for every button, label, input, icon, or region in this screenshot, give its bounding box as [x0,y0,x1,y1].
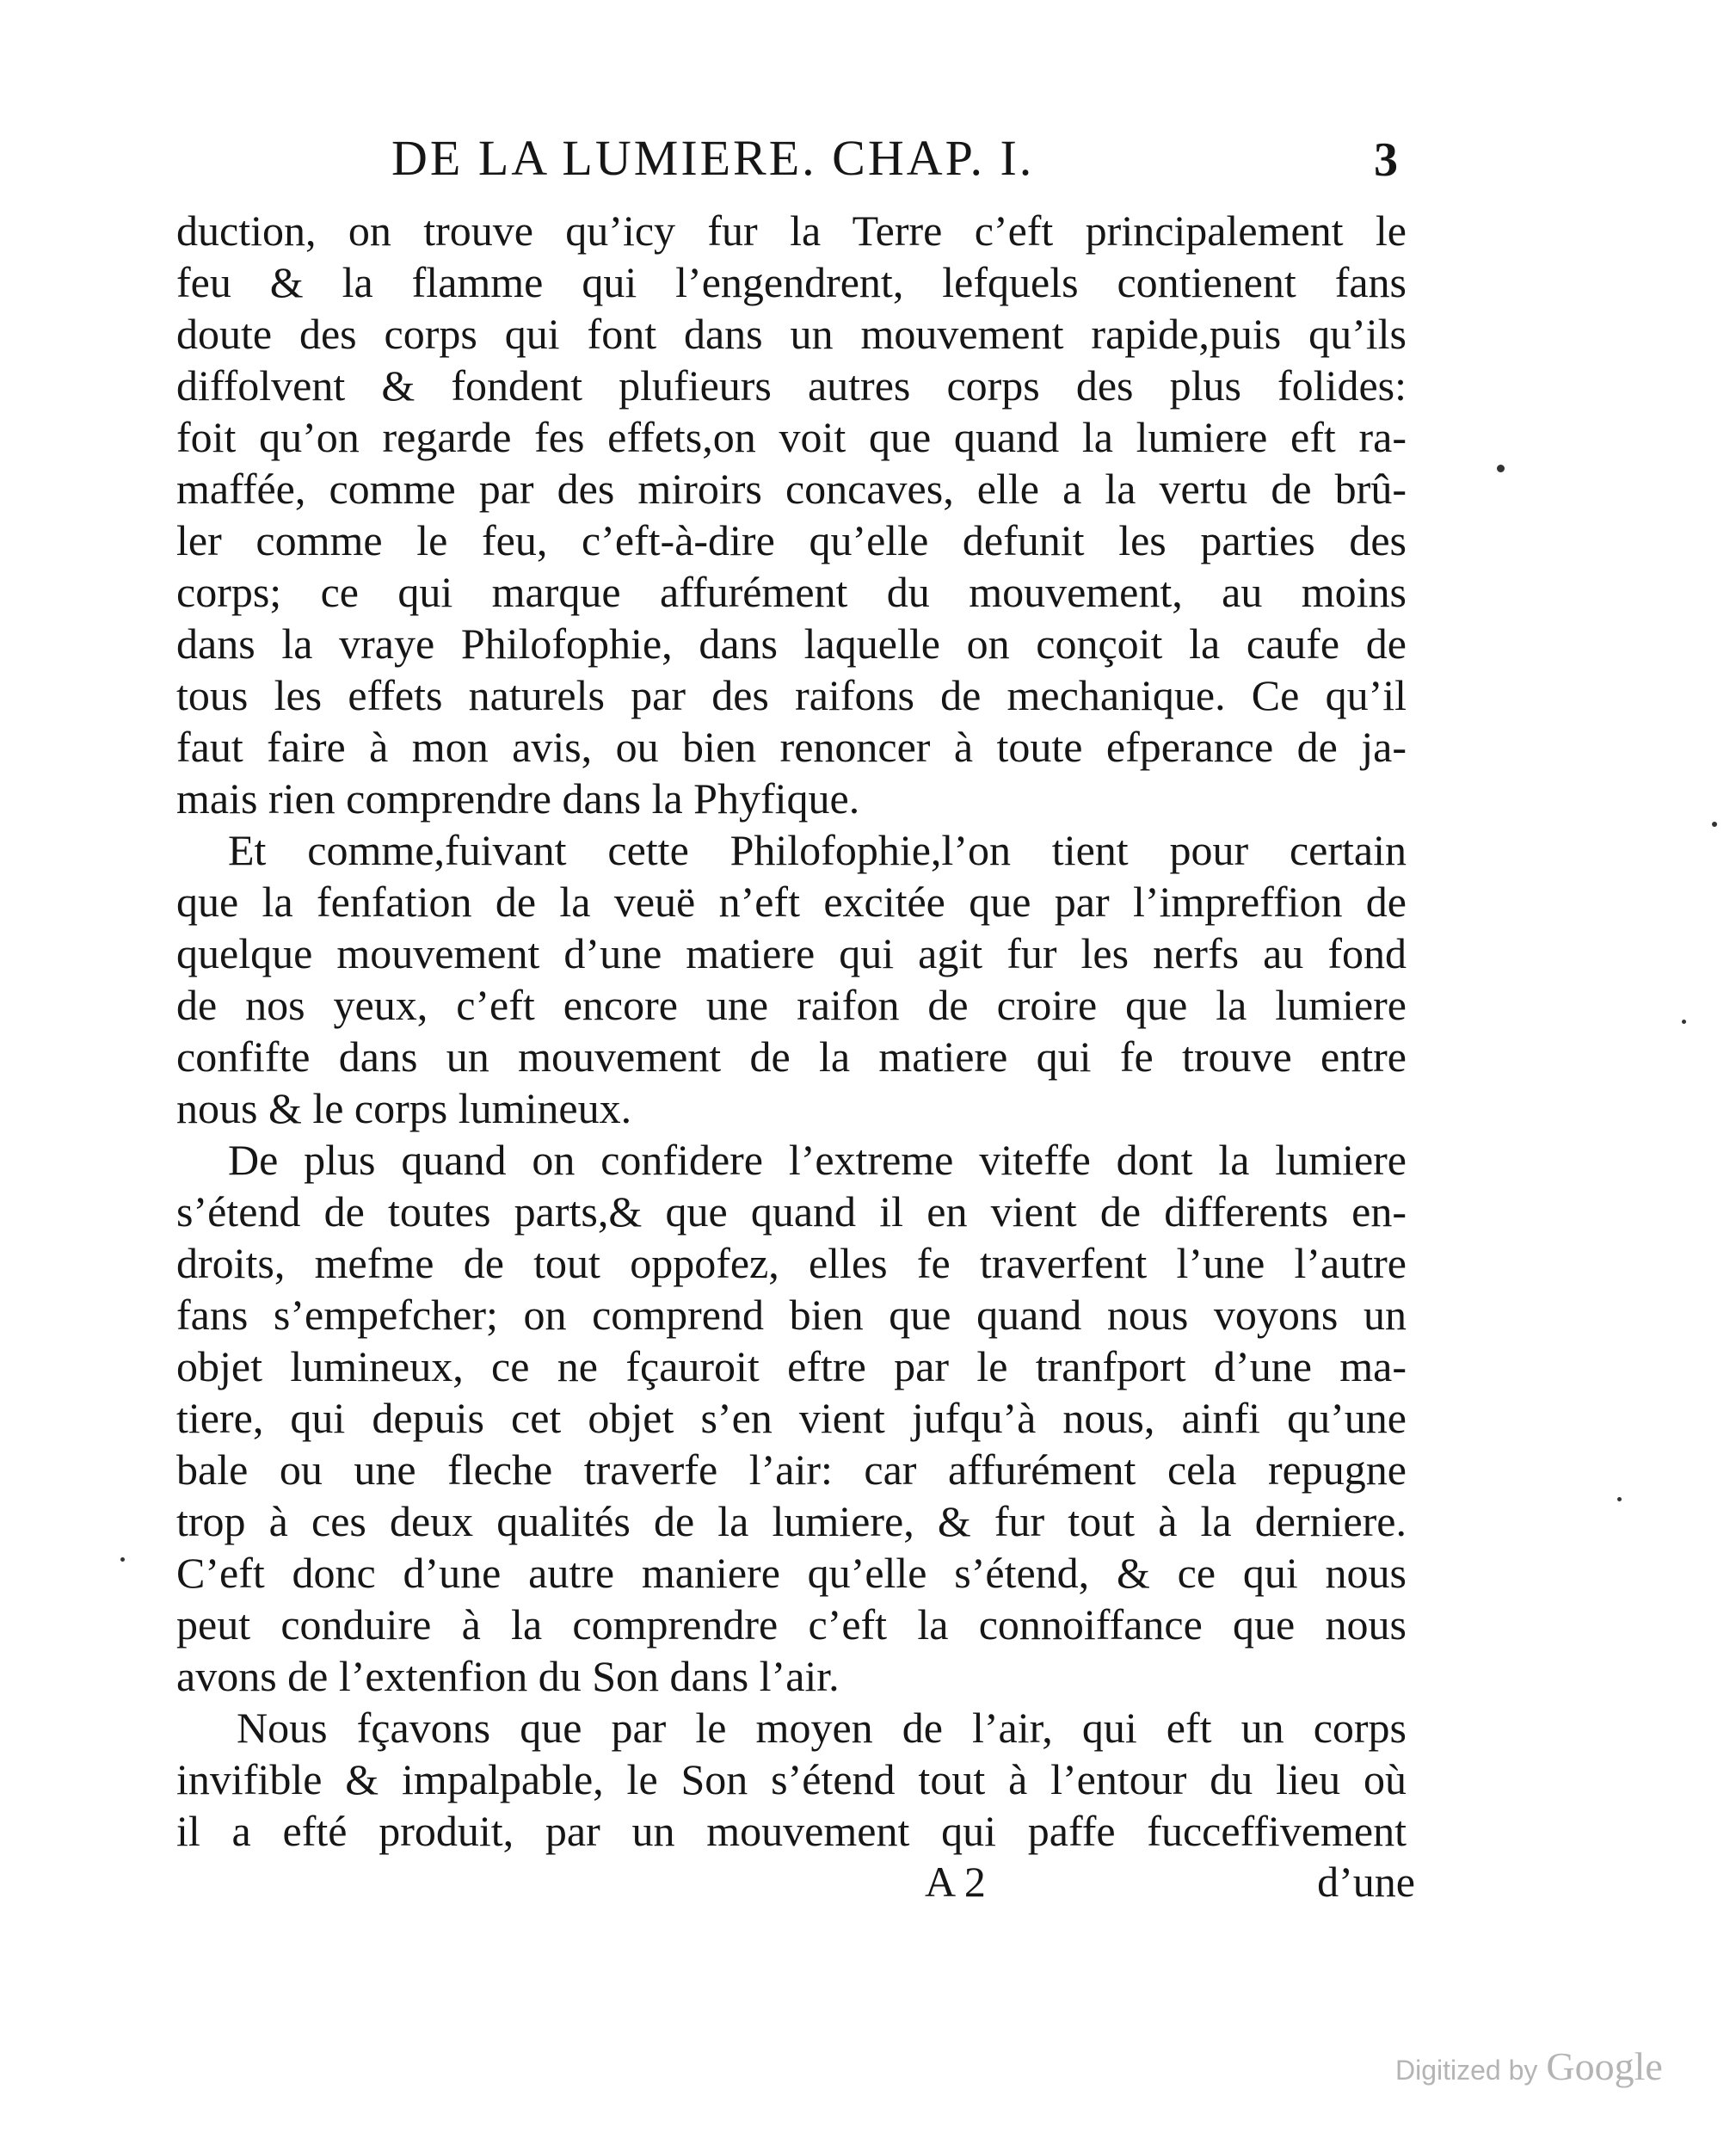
page-footer [176,1857,1415,1917]
text-line: C’eft donc d’une autre maniere qu’elle s’étend, & ce qui nous [176,1549,1407,1597]
page-header [176,129,1415,206]
text-line: foit qu’on regarde fes effets,on voit que quand la lumiere eft ra- [176,413,1407,461]
signature-mark: A 2 [925,1858,986,1906]
watermark-prefix: Digitized by [1395,2055,1538,2086]
text-line: Et comme,fuivant cette Philofophie,l’on tient pour certain [228,826,1407,874]
text-line: corps; ce qui marque affurément du mouvement, au moins [176,568,1407,616]
text-line: nous & le corps lumineux. [176,1084,632,1132]
scan-speck [1617,1497,1622,1501]
text-line: s’étend de toutes parts,& que quand il en vient de differents en- [176,1187,1407,1236]
text-line: doute des corps qui font dans un mouvement rapide,puis qu’ils [176,310,1407,358]
scan-speck [1497,465,1505,472]
text-line: de nos yeux, c’eft encore une raifon de croire que la lumiere [176,981,1407,1029]
text-line: confifte dans un mouvement de la matiere qui fe trouve entre [176,1032,1407,1081]
text-line: dans la vraye Philofophie, dans laquelle on conçoit la caufe de [176,619,1407,668]
catchword: d’une [1317,1858,1415,1906]
text-line: Nous fçavons que par le moyen de l’air, qui eft un corps [237,1704,1407,1752]
text-line: faut faire à mon avis, ou bien renoncer à toute efperance de ja- [176,723,1407,771]
body-text [176,205,1407,1857]
text-line: peut conduire à la comprendre c’eft la connoiffance que nous [176,1600,1407,1649]
scan-speck [1682,1020,1686,1024]
text-line: fans s’empefcher; on comprend bien que quand nous voyons un [176,1291,1407,1339]
text-line: maffée, comme par des miroirs concaves, elle a la vertu de brû- [176,465,1407,513]
text-line: droits, mefme de tout oppofez, elles fe traverfent l’une l’autre [176,1239,1407,1287]
text-line: bale ou une fleche traverfe l’air: car affurément cela repugne [176,1445,1407,1494]
text-line: tiere, qui depuis cet objet s’en vient jufqu’à nous, ainfi qu’une [176,1394,1407,1442]
digitized-watermark [1395,2043,1663,2089]
text-line: trop à ces deux qualités de la lumiere, & fur tout à la derniere. [176,1497,1407,1545]
google-logo: Google [1546,2044,1663,2088]
page-number: 3 [1374,133,1398,187]
text-line: que la fenfation de la veuë n’eft excitée que par l’impreffion de [176,878,1407,926]
text-line: avons de l’extenfion du Son dans l’air. [176,1652,840,1700]
text-line: tous les effets naturels par des raifons de mechanique. Ce qu’il [176,671,1407,719]
text-line: diffolvent & fondent plufieurs autres corps des plus folides: [176,361,1407,410]
text-line: quelque mouvement d’une matiere qui agit fur les nerfs au fond [176,929,1407,977]
text-line: objet lumineux, ce ne fçauroit eftre par le tranfport d’une ma- [176,1342,1407,1390]
running-title: DE LA LUMIERE. CHAP. I. [391,130,1035,186]
text-line: il a efté produit, par un mouvement qui paffe fucceffivement [176,1807,1407,1855]
text-line: duction, on trouve qu’icy fur la Terre c’eft principalement le [176,206,1407,255]
text-line: feu & la flamme qui l’engendrent, lefquels contienent fans [176,258,1407,306]
text-line: mais rien comprendre dans la Phyfique. [176,774,860,823]
text-line: De plus quand on confidere l’extreme viteffe dont la lumiere [228,1136,1407,1184]
text-line: ler comme le feu, c’eft-à-dire qu’elle defunit les parties des [176,516,1407,564]
text-line: invifible & impalpable, le Son s’étend tout à l’entour du lieu où [176,1755,1407,1803]
scan-speck [120,1557,125,1562]
scan-speck [1712,822,1717,827]
